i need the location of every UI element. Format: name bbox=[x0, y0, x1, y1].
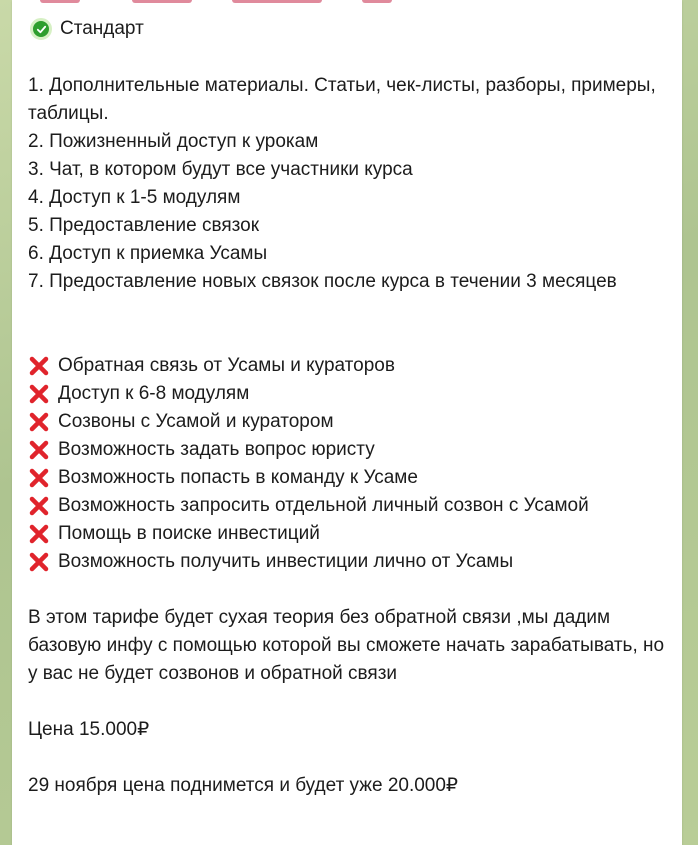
cross-mark-icon bbox=[28, 355, 50, 377]
message-text bbox=[28, 14, 672, 800]
list-item bbox=[28, 380, 672, 408]
excluded-list bbox=[28, 352, 672, 576]
included-list bbox=[28, 72, 672, 296]
cross-mark-icon bbox=[28, 551, 50, 573]
cross-mark-icon bbox=[28, 523, 50, 545]
list-item-label: Возможность запросить отдельной личный созвон с Усамой bbox=[58, 495, 589, 516]
list-item-label: Возможность получить инвестиции лично от Усамы bbox=[58, 551, 514, 572]
cross-mark-icon bbox=[28, 495, 50, 517]
list-item-label: Созвоны с Усамой и куратором bbox=[58, 411, 334, 432]
list-item bbox=[28, 548, 672, 576]
list-item: 7. Предоставление новых связок после курса в течении 3 месяцев bbox=[28, 271, 617, 292]
list-item bbox=[28, 352, 672, 380]
list-item: 3. Чат, в котором будут все участники курса bbox=[28, 159, 413, 180]
tier-title: Стандарт bbox=[60, 18, 144, 39]
price-note: 29 ноября цена поднимется и будет уже 20.000₽ bbox=[28, 775, 459, 796]
list-item: 6. Доступ к приемка Усамы bbox=[28, 243, 268, 264]
list-item: 2. Пожизненный доступ к урокам bbox=[28, 131, 319, 152]
tier-description: В этом тарифе будет сухая теория без обратной связи ,мы дадим базовую инфу с помощью которой вы сможете начать зарабатывать, но у вас не будет созвонов и обратной связи bbox=[28, 607, 665, 684]
check-mark-icon bbox=[30, 18, 52, 40]
list-item: 4. Доступ к 1-5 модулям bbox=[28, 187, 241, 208]
list-item bbox=[28, 520, 672, 548]
list-item-label: Доступ к 6-8 модулям bbox=[58, 383, 250, 404]
cross-mark-icon bbox=[28, 467, 50, 489]
tier-header bbox=[28, 14, 672, 44]
list-item bbox=[28, 492, 672, 520]
list-item-label: Помощь в поиске инвестиций bbox=[58, 523, 320, 544]
cross-mark-icon bbox=[28, 439, 50, 461]
list-item bbox=[28, 464, 672, 492]
list-item-label: Возможность попасть в команду к Усаме bbox=[58, 467, 418, 488]
previous-message-edge bbox=[12, 0, 682, 6]
list-item bbox=[28, 408, 672, 436]
cross-mark-icon bbox=[28, 383, 50, 405]
message-bubble bbox=[12, 0, 682, 845]
list-item-label: Обратная связь от Усамы и кураторов bbox=[58, 355, 395, 376]
cross-mark-icon bbox=[28, 411, 50, 433]
list-item-label: Возможность задать вопрос юристу bbox=[58, 439, 375, 460]
list-item: 1. Дополнительные материалы. Статьи, чек-листы, разборы, примеры, таблицы. bbox=[28, 75, 656, 124]
list-item: 5. Предоставление связок bbox=[28, 215, 260, 236]
price-label: Цена 15.000₽ bbox=[28, 719, 150, 740]
list-item bbox=[28, 436, 672, 464]
